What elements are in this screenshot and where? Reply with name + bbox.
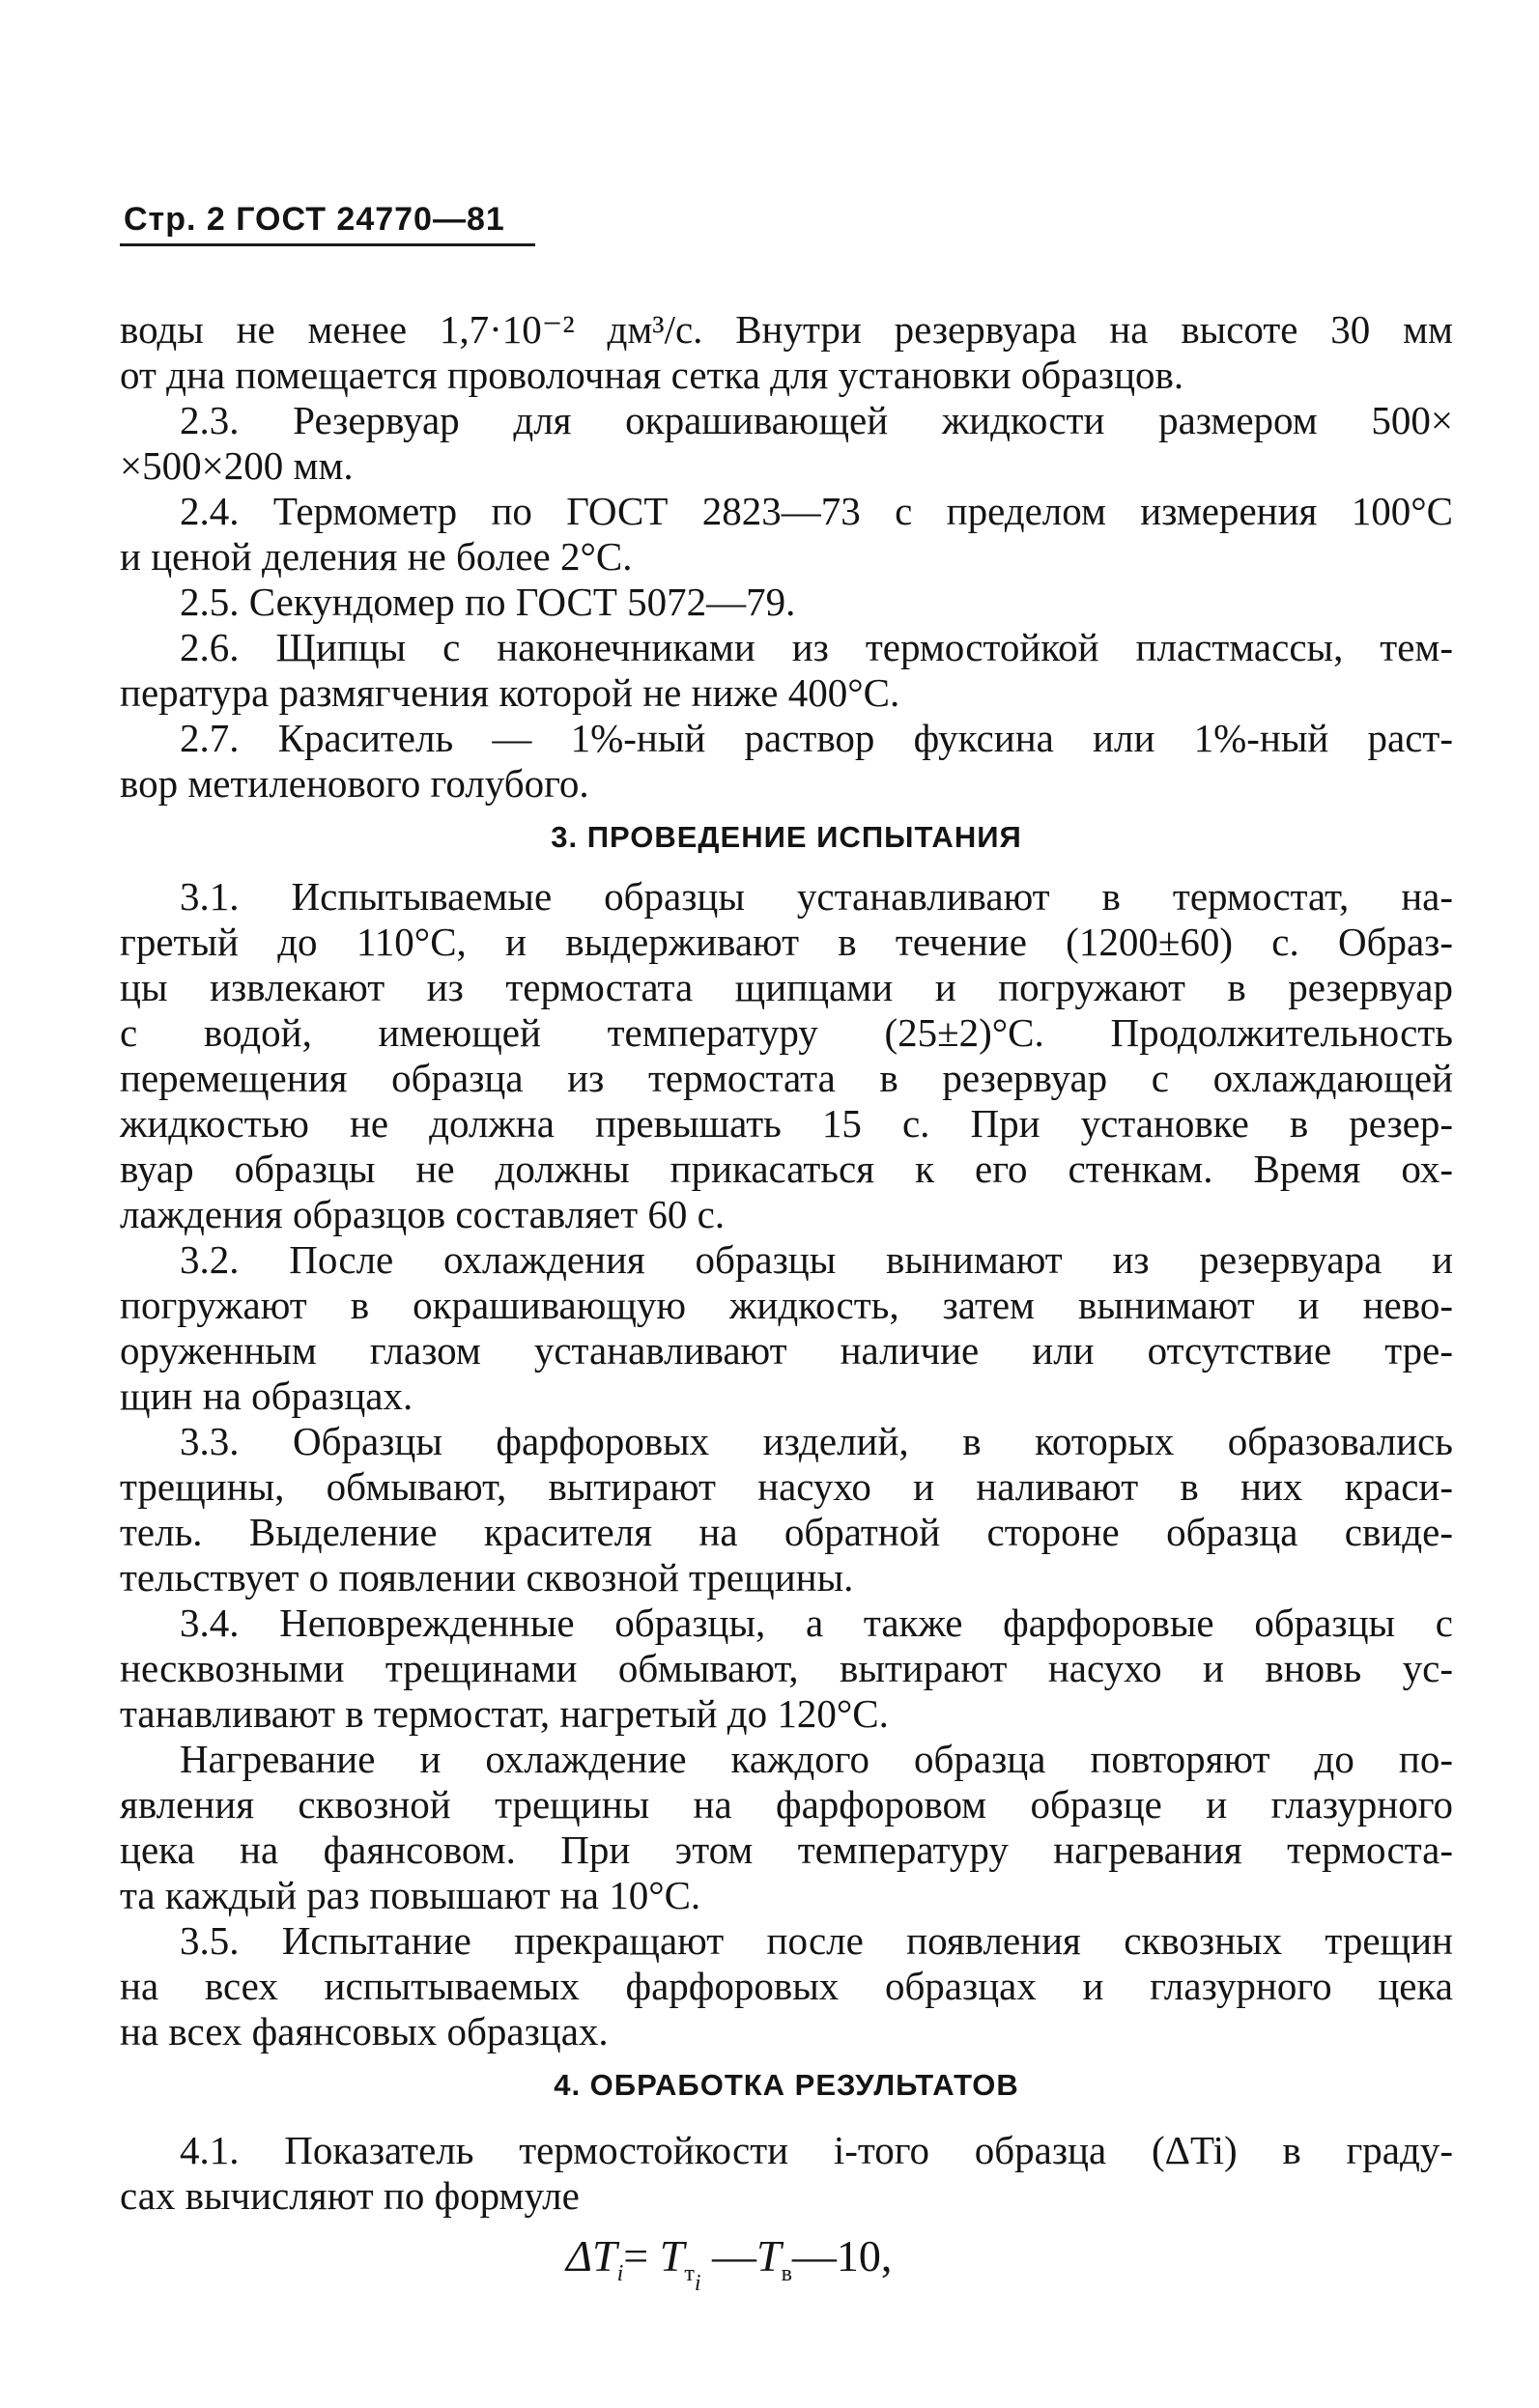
text-line: 3.5. Испытание прекращают после появления сквозных трещин: [180, 1918, 1453, 1963]
text-line: погружают в окрашивающую жидкость, затем вынимают и нево-: [120, 1283, 1453, 1327]
page-header: Стр. 2 ГОСТ 24770—81: [124, 201, 505, 238]
text-line: от дна помещается проволочная сетка для установки образцов.: [120, 353, 1184, 397]
text-line: Нагревание и охлаждение каждого образца повторяют до по-: [180, 1737, 1453, 1781]
text-line: лаждения образцов составляет 60 с.: [120, 1192, 726, 1236]
text-line: явления сквозной трещины на фарфоровом образце и глазурного: [120, 1782, 1453, 1827]
text-line: трещины, обмывают, вытирают насухо и наливают в них краси-: [120, 1464, 1453, 1509]
text-line: 2.4. Термометр по ГОСТ 2823—73 с пределом измерения 100°С: [180, 489, 1453, 533]
text-line: 2.7. Краситель — 1%-ный раствор фуксина или 1%-ный раст-: [180, 716, 1453, 760]
formula-lhs: ΔT: [566, 2231, 617, 2281]
formula-tail: —10,: [791, 2231, 893, 2281]
text-line: танавливают в термостат, нагретый до 120°С.: [120, 1691, 889, 1736]
text-line: перемещения образца из термостата в резервуар с охлаждающей: [120, 1056, 1453, 1100]
text-line: 2.5. Секундомер по ГОСТ 5072—79.: [180, 580, 796, 624]
text-line: пература размягчения которой не ниже 400°С.: [120, 670, 900, 715]
text-line: сах вычисляют по формуле: [120, 2173, 580, 2218]
formula-eq: = T: [623, 2231, 685, 2281]
text-line: несквозными трещинами обмывают, вытирают насухо и вновь ус-: [120, 1646, 1453, 1690]
text-line: та каждый раз повышают на 10°С.: [120, 1873, 701, 1917]
text-line: вуар образцы не должны прикасаться к его стенкам. Время ох-: [120, 1147, 1453, 1191]
header-rule: [120, 243, 535, 246]
text-line: 3.1. Испытываемые образцы устанавливают в термостат, на-: [180, 874, 1453, 919]
formula-mid: —T: [700, 2231, 782, 2281]
text-line: 3.2. После охлаждения образцы вынимают из резервуара и: [180, 1237, 1453, 1282]
text-line: на всех испытываемых фарфоровых образцах и глазурного цека: [120, 1964, 1453, 2008]
section-3-title: 3. ПРОВЕДЕНИЕ ИСПЫТАНИЯ: [551, 820, 1022, 854]
text-line: 2.6. Щипцы с наконечниками из термостойкой пластмассы, тем-: [180, 625, 1453, 669]
text-line: 2.3. Резервуар для окрашивающей жидкости размером 500×: [180, 398, 1453, 442]
text-line: 4.1. Показатель термостойкости i-того образца (ΔTi) в граду-: [180, 2128, 1453, 2172]
text-line: цы извлекают из термостата щипцами и погружают в резервуар: [120, 965, 1453, 1009]
text-line: тель. Выделение красителя на обратной стороне образца свиде-: [120, 1510, 1453, 1554]
text-line: щин на образцах.: [120, 1374, 413, 1418]
text-line: на всех фаянсовых образцах.: [120, 2009, 609, 2054]
section-4-title: 4. ОБРАБОТКА РЕЗУЛЬТАТОВ: [554, 2068, 1019, 2102]
text-line: и ценой деления не более 2°С.: [120, 534, 633, 579]
text-line: оруженным глазом устанавливают наличие или отсутствие тре-: [120, 1328, 1453, 1373]
text-line: жидкостью не должна превышать 15 с. При установке в резер-: [120, 1101, 1453, 1146]
text-line: тельствует о появлении сквозной трещины.: [120, 1555, 854, 1600]
text-line: 3.3. Образцы фарфоровых изделий, в которых образовались: [180, 1419, 1453, 1463]
text-line: вор метиленового голубого.: [120, 761, 589, 806]
formula: $\Delta T_i= T_{т_i}$ $—T_в—10$,: [566, 2231, 893, 2296]
text-line: цека на фаянсовом. При этом температуру нагревания термоста-: [120, 1827, 1453, 1872]
text-line: с водой, имеющей температуру (25±2)°С. Продолжительность: [120, 1010, 1453, 1055]
text-line: ×500×200 мм.: [120, 443, 354, 488]
text-line: 3.4. Неповрежденные образцы, а также фарфоровые образцы с: [180, 1601, 1453, 1645]
text-line: воды не менее 1,7·10⁻² дм³/с. Внутри резервуара на высоте 30 мм: [120, 307, 1453, 352]
text-line: гретый до 110°С, и выдерживают в течение (1200±60) с. Образ-: [120, 920, 1453, 964]
